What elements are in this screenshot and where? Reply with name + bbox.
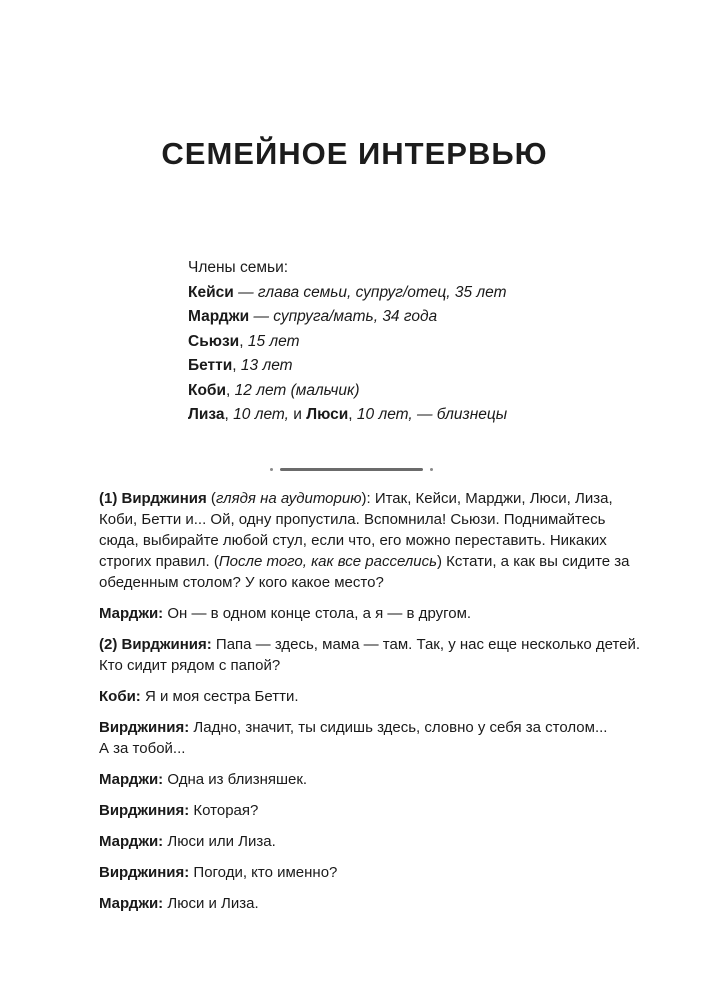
member-sep: , xyxy=(232,357,241,374)
family-heading: Члены семьи: xyxy=(188,259,289,276)
text-line xyxy=(99,831,611,852)
text-line xyxy=(99,862,611,883)
text-line xyxy=(99,769,611,790)
member-desc: 12 лет (мальчик) xyxy=(234,381,360,399)
line-text: Люси и Лиза. xyxy=(163,895,259,912)
text-line: (1) Вирджиния (глядя на аудиторию): Итак, Кейси, Марджи, Люси, Лиза, xyxy=(99,490,613,507)
text-line xyxy=(99,634,641,655)
member-item xyxy=(188,330,608,355)
member-desc: — глава семьи, супруг/отец, 35 лет xyxy=(233,283,507,301)
dialogue-text xyxy=(99,488,641,924)
text-line: обеденным столом? У кого какое место? xyxy=(99,574,384,591)
member-sep: , xyxy=(239,332,248,350)
dialogue-paragraph xyxy=(99,769,611,790)
stage-direction: После того, как все расселись xyxy=(218,553,437,570)
divider-dot-left xyxy=(270,468,273,471)
line-text: Которая? xyxy=(189,802,259,819)
member-desc: 10 лет, xyxy=(233,406,289,423)
text-line xyxy=(99,603,611,624)
speaker-name: Марджи: xyxy=(99,771,164,788)
line-text: ) Кстати, а как вы сидите за xyxy=(436,553,630,570)
dialogue-paragraph xyxy=(99,893,611,914)
line-text: строгих правил. ( xyxy=(99,553,219,570)
speaker-name: (1) Вирджиния xyxy=(99,490,207,507)
member-name: Люси xyxy=(306,406,349,423)
member-name: Лиза xyxy=(188,406,225,423)
member-desc: 15 лет xyxy=(247,332,300,350)
dialogue-paragraph xyxy=(99,800,611,821)
speaker-name: Вирджиния: xyxy=(99,864,190,881)
member-item xyxy=(188,354,608,379)
divider-dot-right xyxy=(430,468,433,471)
line-text: Люси или Лиза. xyxy=(163,833,276,850)
dialogue-paragraph xyxy=(99,717,611,759)
chapter-title: СЕМЕЙНОЕ ИНТЕРВЬЮ xyxy=(161,136,548,171)
member-name: Кейси xyxy=(188,283,234,301)
speaker-name: (2) Вирджиния: xyxy=(99,636,212,653)
member-name: Сьюзи xyxy=(188,332,240,350)
ornament-divider xyxy=(270,466,433,474)
line-text: Одна из близняшек. xyxy=(163,771,308,788)
text-line xyxy=(99,551,630,572)
member-sep: , xyxy=(348,406,357,423)
dialogue-paragraph xyxy=(99,488,630,593)
member-name: Коби xyxy=(188,381,227,399)
member-desc: 10 лет, — близнецы xyxy=(356,406,508,423)
speaker-name: Вирджиния: xyxy=(99,802,190,819)
text-line xyxy=(99,800,611,821)
divider-bar xyxy=(280,468,423,471)
speaker-name: Марджи: xyxy=(99,895,164,912)
member-desc: 13 лет xyxy=(240,357,293,374)
text-line xyxy=(99,893,611,914)
text-line xyxy=(99,717,611,738)
text-line: Кто сидит рядом с папой? xyxy=(99,657,281,674)
dialogue-paragraph xyxy=(99,686,611,707)
line-text: Я и моя сестра Бетти. xyxy=(140,688,299,705)
line-text: Погоди, кто именно? xyxy=(189,864,338,881)
line-text: Папа — здесь, мама — там. Так, у нас еще несколько детей. xyxy=(211,636,641,653)
member-sep: , xyxy=(226,381,235,399)
member-desc: — супруга/мать, 34 года xyxy=(249,308,438,325)
member-item xyxy=(188,281,608,306)
member-item xyxy=(188,305,608,330)
line-text: Он — в одном конце стола, а я — в другом. xyxy=(163,605,472,622)
speaker-name: Коби: xyxy=(99,688,141,705)
member-item xyxy=(188,379,608,404)
speaker-name: Вирджиния: xyxy=(99,719,190,736)
text-line: Коби, Бетти и... Ой, одну пропустила. Вспомнила! Сьюзи. Поднимайтесь xyxy=(99,511,606,528)
member-and: и xyxy=(288,406,307,423)
line-text: ): Итак, Кейси, Марджи, Люси, Лиза, xyxy=(361,490,613,507)
speaker-name: Марджи: xyxy=(99,833,164,850)
dialogue-paragraph xyxy=(99,603,611,624)
member-item-twins xyxy=(188,403,608,428)
speaker-name: Марджи: xyxy=(99,605,164,622)
dialogue-paragraph xyxy=(99,634,641,676)
text-line: сюда, выбирайте любой стул, если что, его можно переставить. Никаких xyxy=(99,532,607,549)
member-sep: , xyxy=(224,406,234,423)
member-name: Бетти xyxy=(188,357,233,374)
text-line xyxy=(99,686,611,707)
dialogue-paragraph xyxy=(99,862,611,883)
stage-direction: глядя на аудиторию xyxy=(215,490,362,507)
family-members-list xyxy=(188,256,608,428)
line-text: Ладно, значит, ты сидишь здесь, словно у себя за столом... xyxy=(189,719,608,736)
member-name: Марджи xyxy=(188,308,250,325)
text-line: А за тобой... xyxy=(99,740,186,757)
dialogue-paragraph xyxy=(99,831,611,852)
